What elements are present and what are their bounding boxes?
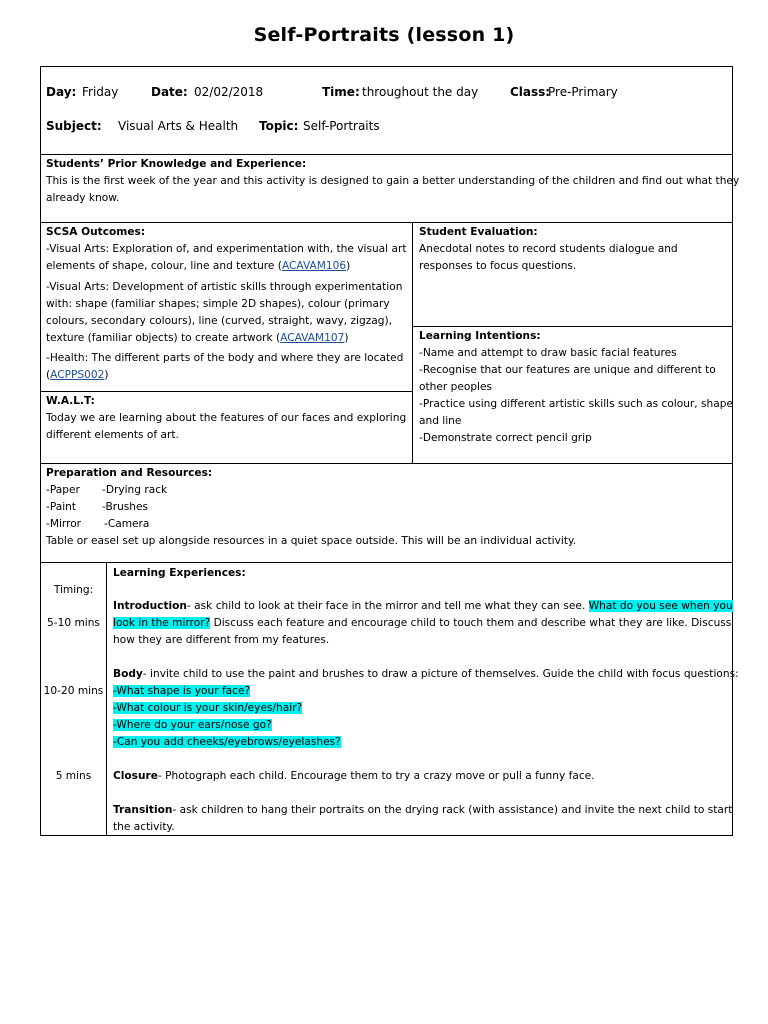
transition-text: the activity. [113,821,175,833]
resource-item: -Brushes [102,501,149,513]
introduction-text: Introduction- ask child to look at their face in the mirror and tell me what they can see. What do you see when you [113,600,733,612]
body-text: Body- invite child to use the paint and brushes to draw a picture of themselves. Guide the child with focus questions: [113,668,739,680]
focus-question: -What colour is your skin/eyes/hair? [113,702,303,714]
outcome-text: -Visual Arts: Development of artistic skills through experimentation [46,281,403,293]
date-label: Date: [151,85,188,99]
time-value: throughout the day [362,85,479,99]
class-label: Class: [510,85,551,99]
intentions-heading: Learning Intentions: [419,330,541,342]
outcome-text: elements of shape, colour, line and texture (ACAVAM106) [46,260,351,272]
outcome-text: with: shape (familiar shapes; simple 2D shapes), colour (primary [46,298,390,310]
timing-value: 5-10 mins [47,617,100,629]
walt-text: different elements of art. [46,429,179,441]
evaluation-text: responses to focus questions. [419,260,577,272]
intention-item: -Recognise that our features are unique and different to [419,364,716,376]
introduction-text: look in the mirror? Discuss each feature and encourage child to touch them and describe what they are like. Discuss [113,617,732,629]
resource-item: -Paint [46,501,77,513]
prior-knowledge-text: This is the first week of the year and this activity is designed to gain a better understanding of the children and find out what they [46,175,740,187]
evaluation-text: Anecdotal notes to record students dialogue and [419,243,678,255]
curriculum-code-link[interactable]: ACPPS002 [50,369,105,381]
date-value: 02/02/2018 [194,85,264,99]
focus-question: -Can you add cheeks/eyebrows/eyelashes? [113,736,341,748]
prior-knowledge-text: already know. [46,192,120,204]
topic-label: Topic: [259,119,299,133]
prior-knowledge-heading: Students’ Prior Knowledge and Experience: [46,158,307,170]
intention-item: -Demonstrate correct pencil grip [419,432,592,444]
evaluation-heading: Student Evaluation: [419,226,538,238]
intention-item: other peoples [419,381,493,393]
time-label: Time: [322,85,360,99]
divider [106,562,107,836]
focus-question: -Where do your ears/nose go? [113,719,272,731]
subject-value: Visual Arts & Health [118,119,239,133]
class-value: Pre-Primary [548,85,618,99]
divider [412,222,413,463]
resource-item: -Mirror [46,518,82,530]
focus-question-highlight: look in the mirror? [113,617,211,629]
experiences-heading: Learning Experiences: [113,567,246,579]
resource-item: -Camera [104,518,150,530]
outcome-text: -Health: The different parts of the body and where they are located [46,352,404,364]
outcome-text: (ACPPS002) [46,369,109,381]
outcome-text: texture (familiar objects) to create artwork (ACAVAM107) [46,332,349,344]
outcome-text: -Visual Arts: Exploration of, and experimentation with, the visual art [46,243,407,255]
resources-note: Table or easel set up alongside resources in a quiet space outside. This will be an individual activity. [46,535,577,547]
outcome-text: colours, secondary colours), line (curved, straight, wavy, zigzag), [46,315,392,327]
divider [40,154,733,155]
divider [40,391,412,392]
introduction-text: how they are different from my features. [113,634,330,646]
divider [40,463,733,464]
outcomes-heading: SCSA Outcomes: [46,226,146,238]
intention-item: -Practice using different artistic skills such as colour, shape [419,398,733,410]
timing-value: 10-20 mins [43,685,104,697]
divider [412,326,733,327]
day-label: Day: [46,85,77,99]
resource-item: -Drying rack [102,484,168,496]
focus-question: -What shape is your face? [113,685,251,697]
intention-item: -Name and attempt to draw basic facial features [419,347,677,359]
topic-value: Self-Portraits [303,119,380,133]
focus-question-highlight: What do you see when you [588,600,733,612]
divider [40,562,733,563]
subject-label: Subject: [46,119,102,133]
closure-text: Closure- Photograph each child. Encourage them to try a crazy move or pull a funny face. [113,770,595,782]
walt-heading: W.A.L.T: [46,395,95,407]
walt-text: Today we are learning about the features of our faces and exploring [46,412,407,424]
transition-text: Transition- ask children to hang their portraits on the drying rack (with assistance) and invite the next child to start [113,804,733,816]
page-title: Self-Portraits (lesson 1) [253,24,515,46]
curriculum-code-link[interactable]: ACAVAM107 [280,332,345,344]
resources-heading: Preparation and Resources: [46,467,213,479]
timing-heading: Timing: [53,584,94,596]
curriculum-code-link[interactable]: ACAVAM106 [281,260,347,272]
divider [40,222,733,223]
day-value: Friday [82,85,119,99]
timing-value: 5 mins [55,770,92,782]
intention-item: and line [419,415,462,427]
resource-item: -Paper [46,484,80,496]
